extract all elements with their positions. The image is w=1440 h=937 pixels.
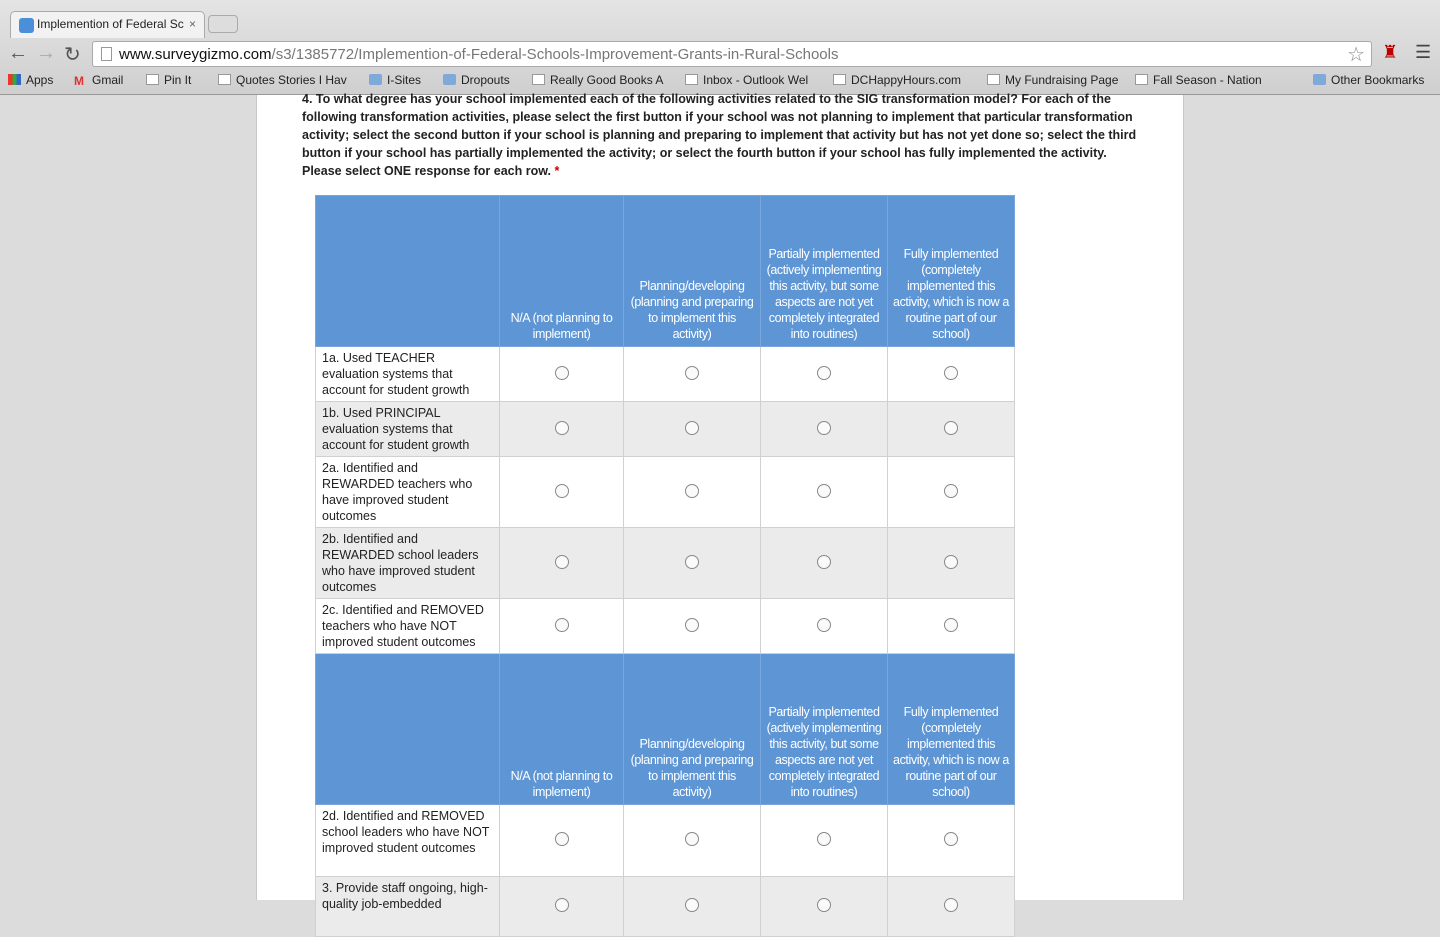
radio-button[interactable]	[685, 555, 699, 569]
radio-button[interactable]	[685, 898, 699, 912]
radio-button[interactable]	[685, 421, 699, 435]
table-row	[316, 599, 1015, 654]
radio-button[interactable]	[817, 484, 831, 498]
table-row	[316, 877, 1015, 937]
radio-cell	[500, 599, 624, 654]
column-header: Partially implemented (actively implementing this activity, but some aspects are not yet completely integrated into routines)	[761, 196, 888, 347]
other-bookmarks-label: Other Bookmarks	[1331, 73, 1425, 87]
radio-button[interactable]	[944, 618, 958, 632]
column-header: Planning/developing (planning and preparing to implement this activity)	[624, 654, 761, 805]
browser-chrome	[0, 0, 1440, 95]
radio-cell	[624, 528, 761, 599]
radio-button[interactable]	[685, 618, 699, 632]
books-icon	[532, 74, 545, 85]
row-label: 2c. Identified and REMOVED teachers who have NOT improved student outcomes	[316, 599, 500, 654]
column-header: Planning/developing (planning and preparing to implement this activity)	[624, 196, 761, 347]
radio-cell	[500, 347, 624, 402]
radio-button[interactable]	[555, 898, 569, 912]
radio-button[interactable]	[685, 366, 699, 380]
radio-button[interactable]	[817, 832, 831, 846]
radio-button[interactable]	[555, 618, 569, 632]
radio-button[interactable]	[555, 484, 569, 498]
radio-cell	[761, 805, 888, 877]
folder-icon	[443, 74, 456, 85]
page-icon	[685, 74, 698, 85]
extension-icon[interactable]: ♜	[1382, 42, 1399, 62]
radio-cell	[761, 347, 888, 402]
page-icon	[101, 47, 112, 61]
radio-button[interactable]	[817, 618, 831, 632]
radio-cell	[624, 805, 761, 877]
row-label: 1b. Used PRINCIPAL evaluation systems that account for student growth	[316, 402, 500, 457]
radio-button[interactable]	[555, 832, 569, 846]
radio-cell	[500, 402, 624, 457]
column-header-row	[316, 196, 1015, 347]
table-row	[316, 528, 1015, 599]
radio-cell	[624, 599, 761, 654]
radio-button[interactable]	[817, 555, 831, 569]
bookmark-label: I-Sites	[387, 73, 422, 87]
bookmark-star-icon[interactable]: ☆	[1347, 44, 1365, 66]
radio-button[interactable]	[817, 421, 831, 435]
radio-cell	[624, 347, 761, 402]
bookmark-item[interactable]	[685, 73, 808, 87]
bookmark-item[interactable]	[532, 73, 663, 87]
table-row	[316, 347, 1015, 402]
question-text	[302, 90, 1147, 180]
bookmark-item[interactable]	[833, 73, 961, 87]
bookmark-label: Pin It	[164, 73, 192, 87]
bookmark-item[interactable]	[8, 73, 53, 87]
radio-cell	[624, 457, 761, 528]
url-path: /s3/1385772/Implemention-of-Federal-Schools-Improvement-Grants-in-Rural-Schools	[271, 46, 839, 63]
calendar-icon	[1135, 74, 1148, 85]
radio-button[interactable]	[817, 366, 831, 380]
radio-button[interactable]	[944, 366, 958, 380]
survey-page	[256, 92, 1184, 911]
bookmark-item[interactable]	[74, 73, 123, 87]
radio-button[interactable]	[685, 832, 699, 846]
apps-icon	[8, 74, 21, 85]
radio-button[interactable]	[555, 421, 569, 435]
radio-button[interactable]	[555, 366, 569, 380]
dc-icon	[833, 74, 846, 85]
address-bar[interactable]	[92, 41, 1372, 67]
other-bookmarks[interactable]	[1313, 73, 1424, 87]
radio-cell	[888, 599, 1015, 654]
bookmark-item[interactable]	[369, 73, 421, 87]
radio-cell	[888, 528, 1015, 599]
table-row	[316, 457, 1015, 528]
bookmark-label: Really Good Books A	[550, 73, 664, 87]
bookmark-item[interactable]	[987, 73, 1118, 87]
column-header: N/A (not planning to implement)	[500, 654, 624, 805]
browser-tab[interactable]	[10, 11, 205, 38]
radio-cell	[500, 877, 624, 937]
bookmark-label: Inbox - Outlook Wel	[703, 73, 809, 87]
row-label: 1a. Used TEACHER evaluation systems that account for student growth	[316, 347, 500, 402]
url-domain: www.surveygizmo.com	[119, 46, 272, 63]
radio-button[interactable]	[555, 555, 569, 569]
required-marker: *	[554, 164, 560, 178]
radio-cell	[888, 805, 1015, 877]
favicon-icon	[19, 18, 34, 33]
radio-cell	[761, 599, 888, 654]
bookmark-label: Dropouts	[461, 73, 510, 87]
bookmark-label: Fall Season - Nation	[1153, 73, 1262, 87]
bookmark-label: DCHappyHours.com	[851, 73, 962, 87]
radio-cell	[761, 402, 888, 457]
header-empty-cell	[316, 654, 500, 805]
radio-button[interactable]	[685, 484, 699, 498]
bookmark-item[interactable]	[443, 73, 510, 87]
folder-icon	[1313, 74, 1326, 85]
bookmark-item[interactable]	[218, 73, 347, 87]
column-header: Fully implemented (completely implemented this activity, which is now a routine part of our school)	[888, 654, 1015, 805]
bookmark-item[interactable]	[1135, 73, 1262, 87]
new-tab-button[interactable]	[208, 15, 238, 33]
tab-title: Implemention of Federal Sc	[37, 17, 184, 31]
radio-cell	[761, 877, 888, 937]
quotes-icon	[218, 74, 231, 85]
bookmark-label: Quotes Stories I Hav	[236, 73, 347, 87]
bookmark-label: Gmail	[92, 73, 124, 87]
row-label: 2a. Identified and REWARDED teachers who have improved student outcomes	[316, 457, 500, 528]
reload-icon[interactable]: ↻	[64, 44, 81, 66]
radio-cell	[500, 457, 624, 528]
folder-icon	[369, 74, 382, 85]
column-header: Partially implemented (actively implementing this activity, but some aspects are not yet completely integrated into routines)	[761, 654, 888, 805]
radio-cell	[888, 877, 1015, 937]
back-icon[interactable]: ←	[8, 42, 28, 64]
column-header: N/A (not planning to implement)	[500, 196, 624, 347]
radio-cell	[888, 457, 1015, 528]
radio-button[interactable]	[944, 898, 958, 912]
bookmark-label: Apps	[26, 73, 54, 87]
row-label: 2b. Identified and REWARDED school leaders who have improved student outcomes	[316, 528, 500, 599]
header-empty-cell	[316, 196, 500, 347]
table-row	[316, 805, 1015, 877]
matrix-question-table	[315, 195, 1015, 937]
question-body: 4. To what degree has your school implemented each of the following activities related to the SIG transformation model? For each of the following transformation activities, please select the first button if your school was not planning to implement that particular transformation activity; select the second button if your school is planning and preparing to implement that activity but has not yet done so; select the third button if your school has partially implemented the activity; or select the fourth button if your school has fully implemented the activity. Please select ONE response for each row.	[302, 92, 1137, 178]
radio-cell	[761, 528, 888, 599]
radio-button[interactable]	[944, 484, 958, 498]
bookmark-item[interactable]	[146, 73, 191, 87]
gmail-icon: M	[74, 74, 84, 88]
radio-cell	[761, 457, 888, 528]
close-tab-icon[interactable]: ×	[188, 17, 196, 31]
radio-button[interactable]	[944, 832, 958, 846]
page-icon	[987, 74, 1000, 85]
radio-button[interactable]	[944, 421, 958, 435]
radio-cell	[888, 402, 1015, 457]
page-icon	[146, 74, 159, 85]
row-label: 2d. Identified and REMOVED school leaders who have NOT improved student outcomes	[316, 805, 500, 877]
radio-button[interactable]	[944, 555, 958, 569]
radio-cell	[500, 805, 624, 877]
bookmark-label: My Fundraising Page	[1005, 73, 1119, 87]
table-row	[316, 402, 1015, 457]
column-header: Fully implemented (completely implemented this activity, which is now a routine part of our school)	[888, 196, 1015, 347]
radio-cell	[624, 877, 761, 937]
row-label: 3. Provide staff ongoing, high-quality job-embedded	[316, 877, 500, 937]
forward-icon[interactable]: →	[36, 42, 56, 64]
radio-button[interactable]	[817, 898, 831, 912]
column-header-row	[316, 654, 1015, 805]
radio-cell	[624, 402, 761, 457]
menu-icon[interactable]: ☰	[1415, 42, 1432, 62]
radio-cell	[500, 528, 624, 599]
radio-cell	[888, 347, 1015, 402]
